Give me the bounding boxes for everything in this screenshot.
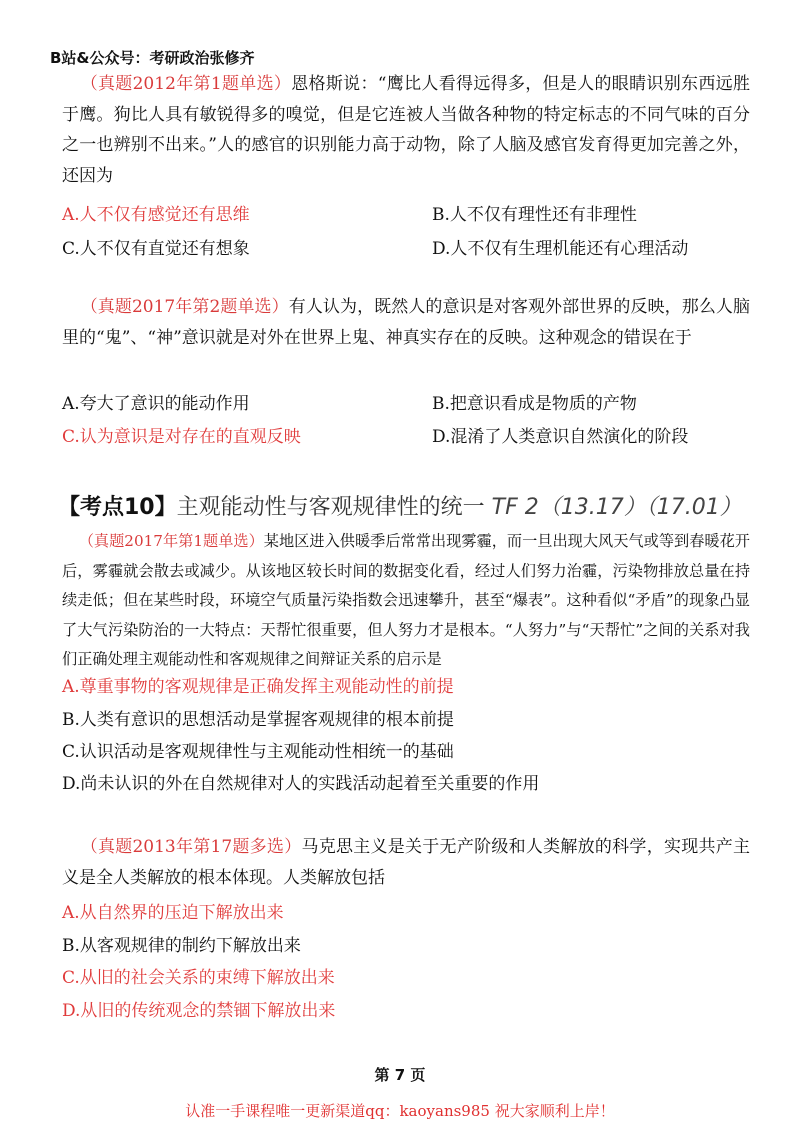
q3-option-d: D.尚未认识的外在自然规律对人的实践活动起着至关重要的作用: [62, 774, 540, 794]
question-1: [62, 69, 750, 191]
question-2: [62, 292, 750, 353]
q4-option-d: D.从旧的传统观念的禁锢下解放出来: [62, 1001, 336, 1021]
q2-option-a: A.夸大了意识的能动作用: [62, 394, 250, 414]
q1-option-a: A.人不仅有感觉还有思维: [62, 205, 250, 225]
question-4-source: （真题2013年第17题多选）: [80, 837, 302, 857]
q4-option-b: B.从客观规律的制约下解放出来: [62, 936, 301, 956]
question-1-source: （真题2012年第1题单选）: [80, 74, 292, 94]
page-header: B站&公众号：考研政治张修齐: [50, 49, 255, 67]
question-4: [62, 832, 750, 893]
q3-option-a: A.尊重事物的客观规律是正确发挥主观能动性的前提: [62, 677, 454, 697]
q1-option-b: B.人不仅有理性还有非理性: [432, 205, 637, 225]
question-3: [62, 527, 750, 675]
q2-option-b: B.把意识看成是物质的产物: [432, 394, 637, 414]
section-title: 主观能动性与客观规律性的统一: [176, 495, 485, 520]
page-number: 第 7 页: [374, 1066, 426, 1084]
q4-option-a: A.从自然界的压迫下解放出来: [62, 903, 284, 923]
question-4-text: 马克思主义是关于无产阶级和人类解放的科学，实现共产主义是全人类解放的根本体现。人类解放包括: [62, 837, 750, 888]
q3-option-c: C.认识活动是客观规律性与主观能动性相统一的基础: [62, 742, 454, 762]
q2-option-c: C.认为意识是对存在的直观反映: [62, 427, 301, 447]
q4-option-c: C.从旧的社会关系的束缚下解放出来: [62, 968, 335, 988]
question-3-source: （真题2017年第1题单选）: [78, 532, 264, 550]
footer-notice: 认准一手课程唯一更新渠道qq：kaoyans985 祝大家顺利上岸！: [185, 1102, 615, 1120]
question-3-text: 某地区进入供暖季后常常出现雾霾，而一旦出现大风天气或等到春暖花开后，雾霾就会散去或减少。从该地区较长时间的数据变化看，经过人们努力治霾，污染物排放总量在持续走低；但在某些时段，环境空气质量污染指数会迅速攀升，甚至“爆表”。这种看似“矛盾”的现象凸显了大气污染防治的一大特点：天帮忙很重要，但人努力才是根本。“人努力”与“天帮忙”之间的关系对我们正确处理主观能动性和客观规律之间辩证关系的启示是: [62, 532, 750, 668]
section-label: 【考点10】: [58, 495, 177, 520]
q1-option-d: D.人不仅有生理机能还有心理活动: [432, 239, 689, 259]
question-2-text: 有人认为，既然人的意识是对客观外部世界的反映，那么人脑里的“鬼”、“神”意识就是对外在世界上鬼、神真实存在的反映。这种观念的错误在于: [62, 297, 750, 348]
section-tf: TF 2（13.17）（17.01）: [491, 495, 742, 520]
section-heading: [58, 490, 742, 521]
q3-option-b: B.人类有意识的思想活动是掌握客观规律的根本前提: [62, 710, 454, 730]
q1-option-c: C.人不仅有直觉还有想象: [62, 239, 250, 259]
question-1-text: 恩格斯说：“鹰比人看得远得多，但是人的眼睛识别东西远胜于鹰。狗比人具有敏锐得多的嗅觉，但是它连被人当做各种物的特定标志的不同气味的百分之一也辨别不出来。”人的感官的识别能力高于动物，除了人脑及感官发育得更加完善之外，还因为: [62, 74, 750, 186]
q2-option-d: D.混淆了人类意识自然演化的阶段: [432, 427, 689, 447]
question-2-source: （真题2017年第2题单选）: [80, 297, 289, 317]
